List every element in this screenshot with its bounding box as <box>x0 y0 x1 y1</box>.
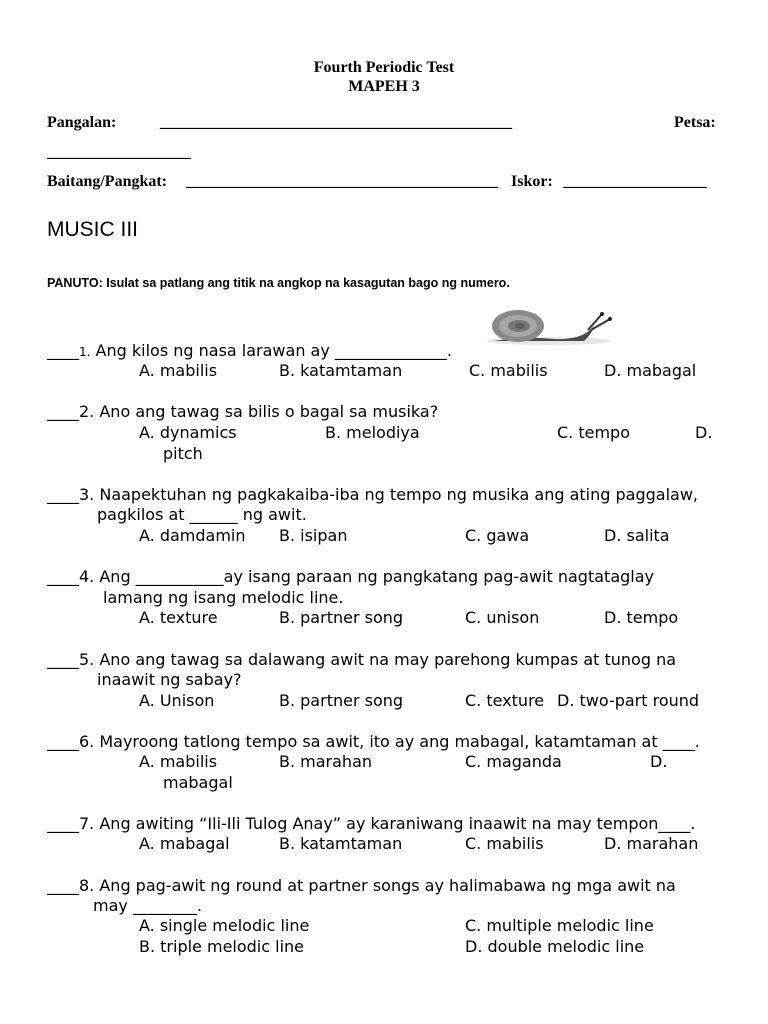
test-title: Fourth Periodic Test <box>313 59 455 76</box>
question-1 <box>47 341 452 360</box>
score-line[interactable]: __________________ <box>563 173 707 190</box>
q2-option-c: C. tempo <box>557 423 630 442</box>
q2-option-d-text: pitch <box>163 444 203 463</box>
q8-option-c: C. multiple melodic line <box>465 916 654 935</box>
q1-option-d: D. mabagal <box>604 361 697 380</box>
q2-option-b: B. melodiya <box>325 423 420 442</box>
q7-option-d: D. marahan <box>604 834 699 853</box>
q5-option-a: A. Unison <box>139 691 215 710</box>
directions <box>47 276 510 290</box>
name-line[interactable]: ____________________________________________ <box>160 114 512 131</box>
q3-option-c: C. gawa <box>465 526 530 545</box>
answer-blank-1[interactable]: ____ <box>47 341 79 360</box>
q6-option-c: C. maganda <box>465 752 562 771</box>
q3-option-d: D. salita <box>604 526 670 545</box>
q5-option-c: C. texture <box>465 691 545 710</box>
q8-option-b: B. triple melodic line <box>139 937 304 956</box>
question-7: ____7. Ang awiting “Ili-Ili Tulog Anay” ay karaniwang inaawit na may tempon____. <box>47 814 696 833</box>
q7-option-a: A. mabagal <box>139 834 230 853</box>
q4-option-a: A. texture <box>139 608 218 627</box>
directions-text: : Isulat sa patlang ang titik na angkop na kasagutan bago ng numero. <box>98 276 510 290</box>
q7-option-c: C. mabilis <box>465 834 544 853</box>
q3-option-a: A. damdamin <box>139 526 246 545</box>
score-label: Iskor: <box>511 173 553 190</box>
snail-image <box>484 306 614 346</box>
name-label: Pangalan: <box>47 114 117 131</box>
q3-option-b: B. isipan <box>279 526 348 545</box>
question-5-cont: inaawit ng sabay? <box>97 670 242 689</box>
date-line[interactable]: __________________ <box>47 144 191 161</box>
q5-option-b: B. partner song <box>279 691 404 710</box>
q2-option-d: D. <box>695 423 713 442</box>
q1-option-b: B. katamtaman <box>279 361 403 380</box>
question-4: ____4. Ang ___________ay isang paraan ng pangkatang pag-awit nagtataglay <box>47 567 654 586</box>
question-8-cont: may ________. <box>93 896 203 915</box>
q6-option-d-text: mabagal <box>163 773 233 792</box>
q1-option-c: C. mabilis <box>469 361 548 380</box>
q4-option-c: C. unison <box>465 608 540 627</box>
question-2: ____2. Ano ang tawag sa bilis o bagal sa musika? <box>47 402 439 421</box>
q1-option-a: A. mabilis <box>139 361 218 380</box>
directions-label: PANUTO <box>47 276 99 290</box>
question-8: ____8. Ang pag-awit ng round at partner songs ay halimabawa ng mga awit na <box>47 876 676 895</box>
q2-option-a: A. dynamics <box>139 423 237 442</box>
question-3-cont: pagkilos at ______ ng awit. <box>97 505 307 524</box>
q8-option-d: D. double melodic line <box>465 937 645 956</box>
question-5: ____5. Ano ang tawag sa dalawang awit na may parehong kumpas at tunog na <box>47 650 677 669</box>
grade-label: Baitang/Pangkat: <box>47 173 168 190</box>
grade-line[interactable]: _______________________________________ <box>186 173 498 190</box>
q5-option-d: D. two-part round <box>557 691 700 710</box>
test-subtitle: MAPEH 3 <box>348 78 420 95</box>
question-number-1: 1. <box>79 345 91 359</box>
question-3: ____3. Naapektuhan ng pagkakaiba-iba ng tempo ng musika ang ating paggalaw, <box>47 485 699 504</box>
q6-option-a: A. mabilis <box>139 752 218 771</box>
question-text-1: Ang kilos ng nasa larawan ay ______________. <box>90 341 452 360</box>
q6-option-d: D. <box>650 752 668 771</box>
q6-option-b: B. marahan <box>279 752 373 771</box>
q8-option-a: A. single melodic line <box>139 916 310 935</box>
q4-option-b: B. partner song <box>279 608 404 627</box>
question-4-cont: lamang ng isang melodic line. <box>103 588 344 607</box>
section-title: MUSIC III <box>47 218 139 241</box>
q4-option-d: D. tempo <box>604 608 679 627</box>
date-label: Petsa: <box>674 114 716 131</box>
q7-option-b: B. katamtaman <box>279 834 403 853</box>
question-6: ____6. Mayroong tatlong tempo sa awit, ito ay ang mabagal, katamtaman at ____. <box>47 732 700 751</box>
